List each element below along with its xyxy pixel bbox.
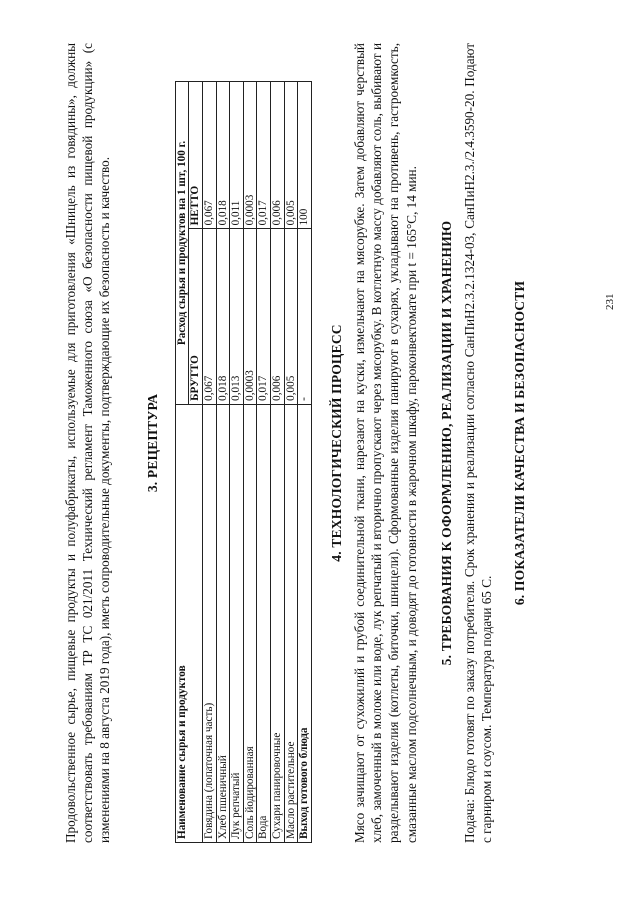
table-row: [230, 82, 244, 843]
row-name: Сухари панировочные: [270, 404, 284, 842]
row-name: Вода: [257, 404, 271, 842]
row-gross: 0,0003: [243, 229, 257, 404]
section-3-title: 3. РЕЦЕПТУРА: [144, 393, 160, 493]
section-4-title: 4. ТЕХНОЛОГИЧЕСКИЙ ПРОЦЕСС: [328, 324, 344, 562]
row-net: 0,0003: [243, 82, 257, 229]
header-consumption: Расход сырья и продуктов на 1 шт, 100 г.: [175, 82, 189, 405]
section-5-title: 5. ТРЕБОВАНИЯ К ОФОРМЛЕНИЮ, РЕАЛИЗАЦИИ И ХРАНЕНИЮ: [438, 220, 454, 666]
row-gross: 0,013: [230, 229, 244, 404]
row-net: 0,005: [284, 82, 298, 229]
yield-gross: -: [298, 229, 312, 404]
recipe-table: [175, 81, 312, 843]
intro-paragraph: Продовольственное сырье, пищевые продукты и полуфабрикаты, используемые для приготовления «Шницель из говядины», должны соответствовать требованиям ТР ТС 021/2011 Технический регламент Таможенного союза «О безопасности пищевой продукции» (с изменениями на 8 августа 2019 года), иметь сопроводительные документы, подтверждающие их безопасность и качество.: [63, 43, 113, 843]
row-gross: 0,005: [284, 229, 298, 404]
table-row: [203, 82, 217, 843]
section-5-paragraph: Подача: Блюдо готовят по заказу потребителя. Срок хранения и реализации согласно СанПиН2.3.2.1324-03, СанПиН2.3./2.4.3590-20. Подают с гарниром и соусом. Температура подачи 65 С.: [461, 43, 495, 843]
row-net: 0,011: [230, 82, 244, 229]
row-gross: 0,017: [257, 229, 271, 404]
table-yield-row: [298, 82, 312, 843]
row-name: Лук репчатый: [230, 404, 244, 842]
yield-net: 100: [298, 82, 312, 229]
section-4-paragraph: Мясо зачищают от сухожилий и грубой соединительной ткани, нарезают на куски, измельчают на мясорубке. Затем добавляют черствый хлеб, замоченный в молоке или воде, лук репчатый и вторично пропускают через мясорубку. В котлетную массу добавляют соль, выбивают и разделывают изделия (котлеты, биточки, шницели). Сформованные изделия панируют в сухарях, укладывают на противень, гастроемкость, смазанные маслом подсолнечным, и доводят до готовности в жарочном шкафу, пароконвектомате при t = 165°С, 14 мин.: [351, 43, 419, 843]
table-row: [284, 82, 298, 843]
page-number: 231: [604, 293, 616, 310]
section-6-title: 6. ПОКАЗАТЕЛИ КАЧЕСТВА И БЕЗОПАСНОСТИ: [512, 280, 528, 606]
row-gross: 0,067: [203, 229, 217, 404]
row-gross: 0,006: [270, 229, 284, 404]
page-content: [62, 43, 529, 843]
table-row: [243, 82, 257, 843]
row-name: Соль йодированная: [243, 404, 257, 842]
table-row: [270, 82, 284, 843]
row-name: Хлеб пшеничный: [216, 404, 230, 842]
row-net: 0,017: [257, 82, 271, 229]
row-net: 0,067: [203, 82, 217, 229]
row-name: Говядина (лопаточная часть): [203, 404, 217, 842]
row-net: 0,018: [216, 82, 230, 229]
header-net: НЕТТО: [189, 82, 203, 229]
header-product-name: Наименование сырья и продуктов: [175, 404, 202, 842]
table-row: [257, 82, 271, 843]
row-net: 0,006: [270, 82, 284, 229]
table-header-row: [175, 82, 189, 843]
yield-label: Выход готового блюда: [298, 404, 312, 842]
table-row: [216, 82, 230, 843]
header-gross: БРУТТО: [189, 229, 203, 404]
row-gross: 0,018: [216, 229, 230, 404]
row-name: Масло растительное: [284, 404, 298, 842]
